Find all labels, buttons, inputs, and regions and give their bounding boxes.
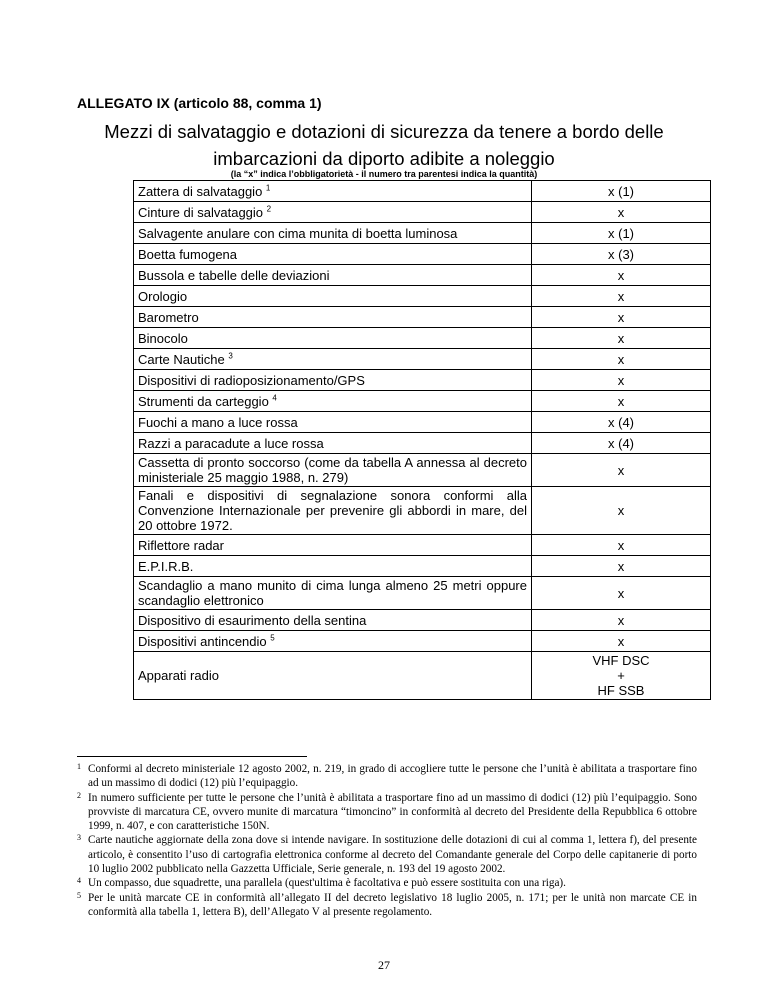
table-row <box>134 223 711 244</box>
item-quantity-cell <box>532 412 711 433</box>
equipment-table <box>133 180 711 700</box>
page-number: 27 <box>378 958 390 972</box>
item-name-cell <box>134 181 532 202</box>
footnote-text: In numero sufficiente per tutte le persone che l’unità è abilitata a trasportare fino ad un massimo di dodici (12) più l’equipaggio. Sono provviste di marcatura CE, ovvero munite di marcatura “timoncino” in conformità al decreto del Presidente della Repubblica 6 ottobre 1999, n. 407, e con caratteristiche 150N. <box>88 791 697 833</box>
item-name-cell <box>134 487 532 535</box>
item-name: Dispositivi di radioposizionamento/GPS <box>138 372 365 388</box>
table-row <box>134 265 711 286</box>
item-name-cell <box>134 349 532 370</box>
footnote-number: 4 <box>77 876 81 886</box>
item-quantity: x <box>617 267 625 283</box>
footnote-separator <box>77 756 307 757</box>
table-row <box>134 412 711 433</box>
item-quantity: x <box>617 537 625 553</box>
table-row <box>134 535 711 556</box>
annex-heading: ALLEGATO IX (articolo 88, comma 1) <box>77 95 322 111</box>
document-title <box>0 118 768 172</box>
item-name: Fanali e dispositivi di segnalazione sonora conformi alla Convenzione Internazionale per prevenire gli abbordi in mare, del 20 ottobre 1972. <box>138 488 527 533</box>
title-line-2: imbarcazioni da diporto adibite a noleggio <box>213 148 555 169</box>
item-quantity: x <box>617 372 625 388</box>
footnote <box>77 762 697 791</box>
item-name-cell <box>134 370 532 391</box>
table-row <box>134 577 711 610</box>
item-name-cell <box>134 391 532 412</box>
footnote-text: Un compasso, due squadrette, una parallela (quest'ultima è facoltativa e può essere sostituita con una riga). <box>88 877 566 890</box>
item-quantity-cell <box>532 610 711 631</box>
table-row <box>134 307 711 328</box>
footnote-text: Carte nautiche aggiornate della zona dove si intende navigare. In sostituzione delle dotazioni di cui al comma 1, lettera f), del presente articolo, è consentito l’uso di cartografia elettronica conforme al decreto del Comandante generale del Corpo delle capitanerie di porto 10 luglio 2002 pubblicato nella Gazzetta Ufficiale, Serie generale, n. 193 del 19 agosto 2002. <box>88 834 697 876</box>
item-quantity: x <box>617 558 625 574</box>
item-name: E.P.I.R.B. <box>138 558 194 574</box>
footnote <box>77 876 697 890</box>
item-name: Cassetta di pronto soccorso (come da tabella A annessa al decreto ministeriale 25 maggio 1988, n. 279) <box>138 455 527 485</box>
item-quantity: x <box>617 204 625 220</box>
item-quantity-cell <box>532 349 711 370</box>
item-quantity: x <box>617 462 625 478</box>
footnote-ref: 3 <box>228 351 233 361</box>
footnotes-list <box>77 762 697 919</box>
table-row <box>134 244 711 265</box>
table-row <box>134 286 711 307</box>
item-name-cell <box>134 202 532 223</box>
item-name: Orologio <box>138 288 188 304</box>
table-row <box>134 556 711 577</box>
footnote-ref: 2 <box>266 204 272 214</box>
item-quantity-cell <box>532 244 711 265</box>
table-row <box>134 349 711 370</box>
item-quantity: x <box>617 503 625 518</box>
item-name: Salvagente anulare con cima munita di boetta luminosa <box>138 225 458 241</box>
item-quantity-cell <box>532 223 711 244</box>
item-name: Riflettore radar <box>138 537 224 553</box>
footnote-number: 5 <box>77 890 81 900</box>
item-quantity: x (4) <box>608 414 634 430</box>
footnote-number: 3 <box>77 833 81 843</box>
item-name-cell <box>134 535 532 556</box>
footnote-ref: 5 <box>270 633 275 643</box>
item-quantity: x <box>617 309 625 325</box>
item-quantity-cell <box>532 535 711 556</box>
table-row <box>134 328 711 349</box>
item-quantity-cell <box>532 370 711 391</box>
item-quantity-cell <box>532 556 711 577</box>
table-row <box>134 487 711 535</box>
item-name: Barometro <box>138 309 199 325</box>
item-name: Zattera di salvataggio <box>138 183 263 199</box>
item-name: Apparati radio <box>138 668 219 683</box>
item-name: Carte Nautiche <box>138 351 225 367</box>
item-quantity-cell <box>532 487 711 535</box>
item-name-cell <box>134 244 532 265</box>
item-quantity: x <box>617 612 625 628</box>
item-quantity-cell <box>532 328 711 349</box>
item-quantity: x <box>617 393 625 409</box>
item-quantity: x <box>617 633 625 649</box>
table-row <box>134 652 711 700</box>
item-quantity-cell <box>532 181 711 202</box>
footnote-text: Conformi al decreto ministeriale 12 agosto 2002, n. 219, in grado di accogliere tutte le persone che l’unità è abilitata a trasportare fino ad un massimo di dodici (12) più l’equipaggio. <box>88 763 697 790</box>
table-row <box>134 454 711 487</box>
item-name: Razzi a paracadute a luce rossa <box>138 435 324 451</box>
item-name-cell <box>134 412 532 433</box>
table-row <box>134 202 711 223</box>
item-name-cell <box>134 610 532 631</box>
table-row <box>134 391 711 412</box>
footnote <box>77 833 697 876</box>
footnote-text: Per le unità marcate CE in conformità all’allegato II del decreto legislativo 18 luglio 2005, n. 171; per le unità non marcate CE in conformità alla tabella 1, lettera B), dell’Allegato V al presente regolamento. <box>88 891 697 918</box>
table-row <box>134 370 711 391</box>
item-name-cell <box>134 223 532 244</box>
item-name: Cinture di salvataggio <box>138 204 264 220</box>
item-quantity: x <box>617 585 625 601</box>
item-name-cell <box>134 556 532 577</box>
item-quantity-cell <box>532 265 711 286</box>
item-name: Dispositivi antincendio <box>138 633 267 649</box>
item-name-cell <box>134 328 532 349</box>
footnote-number: 1 <box>77 762 81 771</box>
item-quantity-cell <box>532 391 711 412</box>
item-name-cell <box>134 307 532 328</box>
table-row <box>134 181 711 202</box>
table-row <box>134 610 711 631</box>
item-quantity: x <box>617 288 625 304</box>
item-quantity-cell <box>532 454 711 487</box>
item-quantity: x (3) <box>608 246 634 262</box>
item-name: Boetta fumogena <box>138 246 238 262</box>
item-name-cell <box>134 286 532 307</box>
item-name-cell <box>134 631 532 652</box>
item-name: Fuochi a mano a luce rossa <box>138 414 298 430</box>
item-quantity: x (1) <box>608 183 634 199</box>
footnote <box>77 791 697 834</box>
item-name-cell <box>134 433 532 454</box>
item-quantity: x (1) <box>608 225 634 241</box>
item-name: Dispositivo di esaurimento della sentina <box>138 612 367 628</box>
item-quantity-cell <box>532 202 711 223</box>
item-quantity-cell <box>532 577 711 610</box>
item-quantity-cell <box>532 286 711 307</box>
footnote-number: 2 <box>77 790 81 800</box>
legend-note: (la “x” indica l’obbligatorietà - il numero tra parentesi indica la quantità) <box>230 169 538 179</box>
item-quantity-cell <box>532 307 711 328</box>
item-quantity: VHF DSC + HF SSB <box>592 653 650 698</box>
item-quantity-cell <box>532 433 711 454</box>
item-name: Binocolo <box>138 330 188 346</box>
item-name: Bussola e tabelle delle deviazioni <box>138 267 330 283</box>
item-quantity-cell <box>532 631 711 652</box>
table-row <box>134 631 711 652</box>
item-quantity: x <box>617 330 625 346</box>
table-row <box>134 433 711 454</box>
footnote-ref: 1 <box>265 183 271 193</box>
item-name-cell <box>134 454 532 487</box>
item-name: Strumenti da carteggio <box>138 393 269 409</box>
footnote-ref: 4 <box>272 393 277 403</box>
item-quantity: x <box>617 351 625 367</box>
item-quantity-cell <box>532 652 711 700</box>
footnote <box>77 891 697 920</box>
item-name: Scandaglio a mano munito di cima lunga almeno 25 metri oppure scandaglio elettronico <box>138 578 527 608</box>
item-name-cell <box>134 577 532 610</box>
item-name-cell <box>134 265 532 286</box>
title-line-1: Mezzi di salvataggio e dotazioni di sicurezza da tenere a bordo delle <box>104 121 664 142</box>
item-name-cell <box>134 652 532 700</box>
item-quantity: x (4) <box>608 435 634 451</box>
